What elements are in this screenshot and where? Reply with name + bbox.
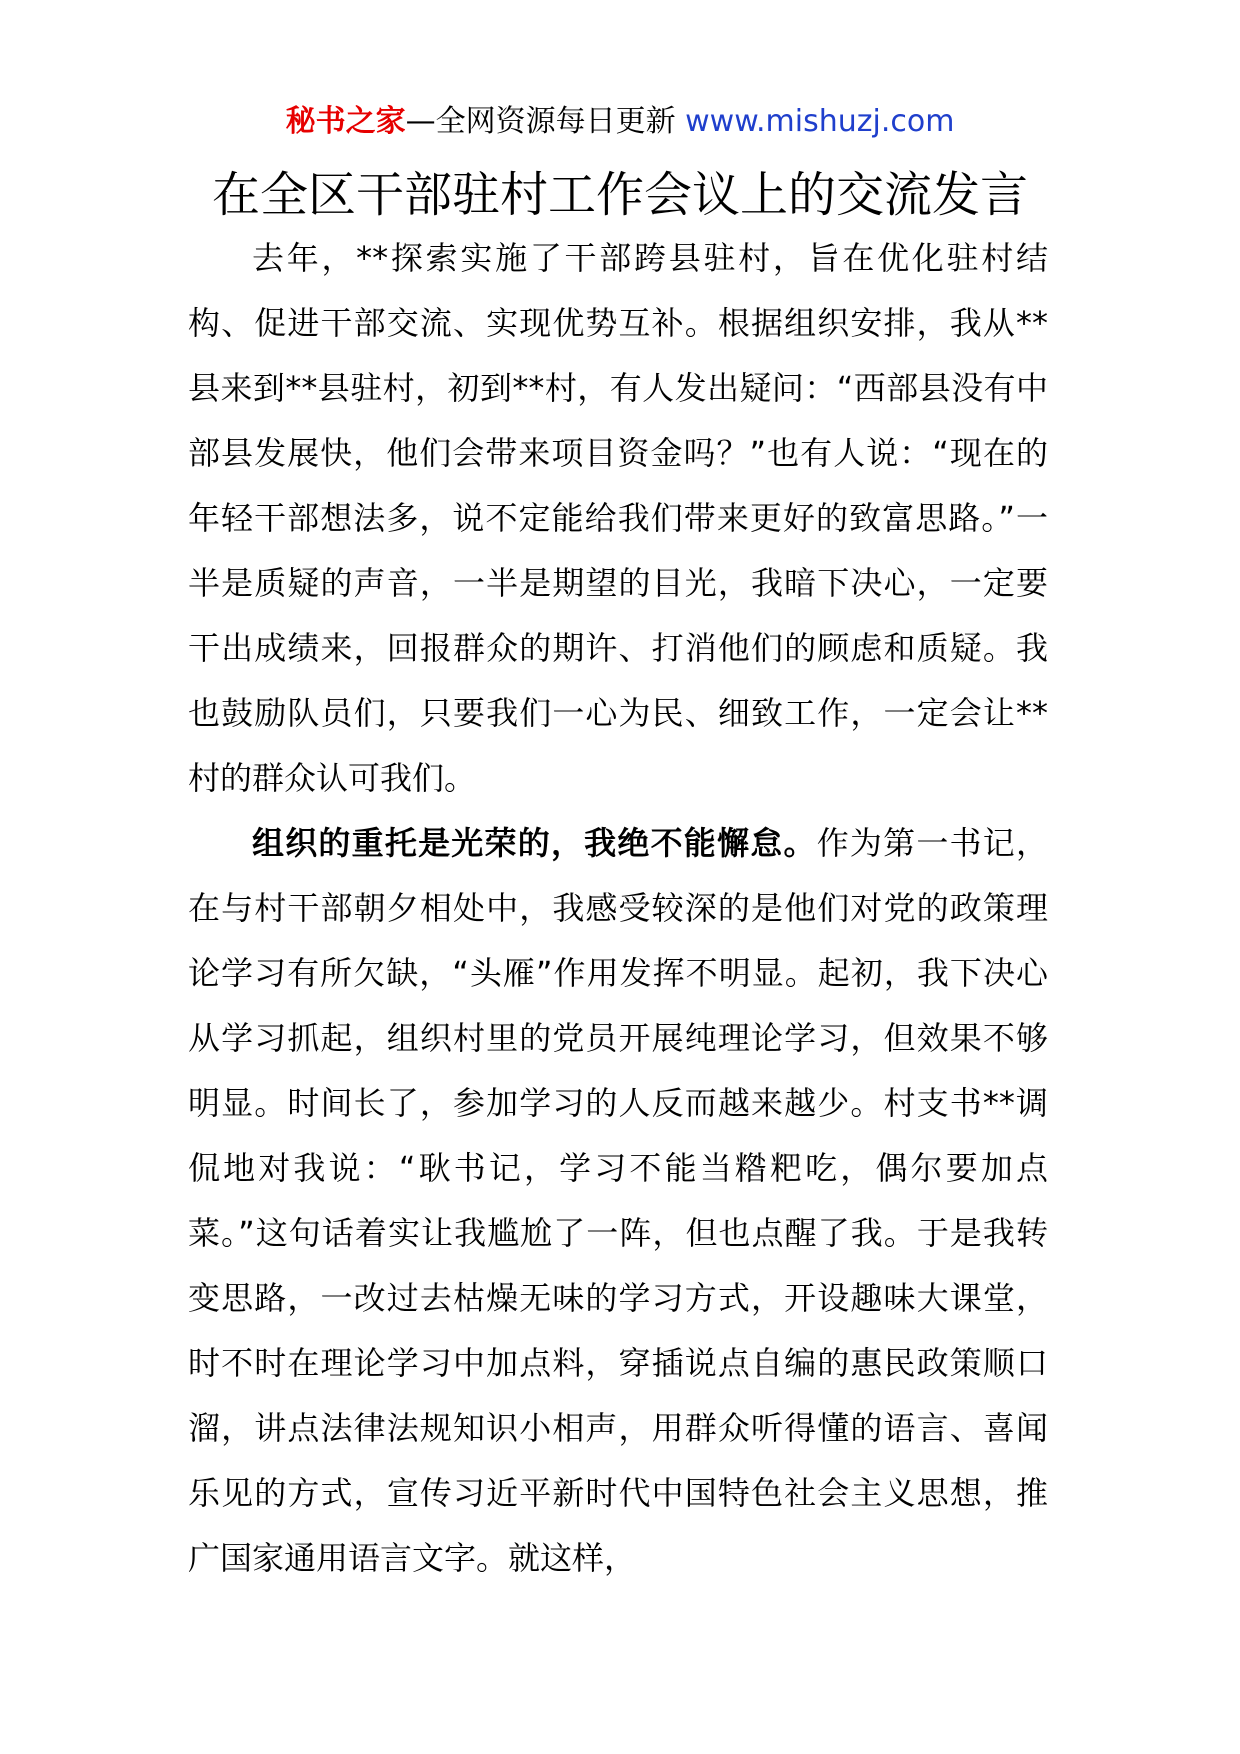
site-header [0, 100, 1240, 144]
site-url-link[interactable]: www.mishuzj.com [685, 104, 955, 139]
document-body [188, 226, 1048, 1591]
site-brand: 秘书之家 [285, 104, 406, 139]
site-tagline: —全网资源每日更新 [405, 104, 686, 139]
paragraph-2 [188, 811, 1048, 1591]
paragraph-1-text: 去年，**探索实施了干部跨县驻村，旨在优化驻村结构、促进干部交流、实现优势互补。根据组织安排，我从**县来到**县驻村，初到**村，有人发出疑问：“西部县没有中部县发展快，他们会带来项目资金吗？”也有人说：“现在的年轻干部想法多，说不定能给我们带来更好的致富思路。”一半是质疑的声音，一半是期望的目光，我暗下决心，一定要干出成绩来，回报群众的期许、打消他们的顾虑和质疑。我也鼓励队员们，只要我们一心为民、细致工作，一定会让**村的群众认可我们。 [188, 239, 1048, 797]
paragraph-1 [188, 226, 1048, 811]
document-title: 在全区干部驻村工作会议上的交流发言 [211, 167, 1028, 223]
paragraph-2-text: 作为第一书记，在与村干部朝夕相处中，我感受较深的是他们对党的政策理论学习有所欠缺，“头雁”作用发挥不明显。起初，我下决心从学习抓起，组织村里的党员开展纯理论学习，但效果不够明显。时间长了，参加学习的人反而越来越少。村支书**调侃地对我说：“耿书记，学习不能当糌粑吃，偶尔要加点菜。”这句话着实让我尴尬了一阵，但也点醒了我。于是我转变思路，一改过去枯燥无味的学习方式，开设趣味大课堂，时不时在理论学习中加点料，穿插说点自编的惠民政策顺口溜，讲点法律法规知识小相声，用群众听得懂的语言、喜闻乐见的方式，宣传习近平新时代中国特色社会主义思想，推广国家通用语言文字。就这样， [188, 824, 1048, 1577]
paragraph-2-lead: 组织的重托是光荣的，我绝不能懈怠。 [252, 824, 817, 862]
